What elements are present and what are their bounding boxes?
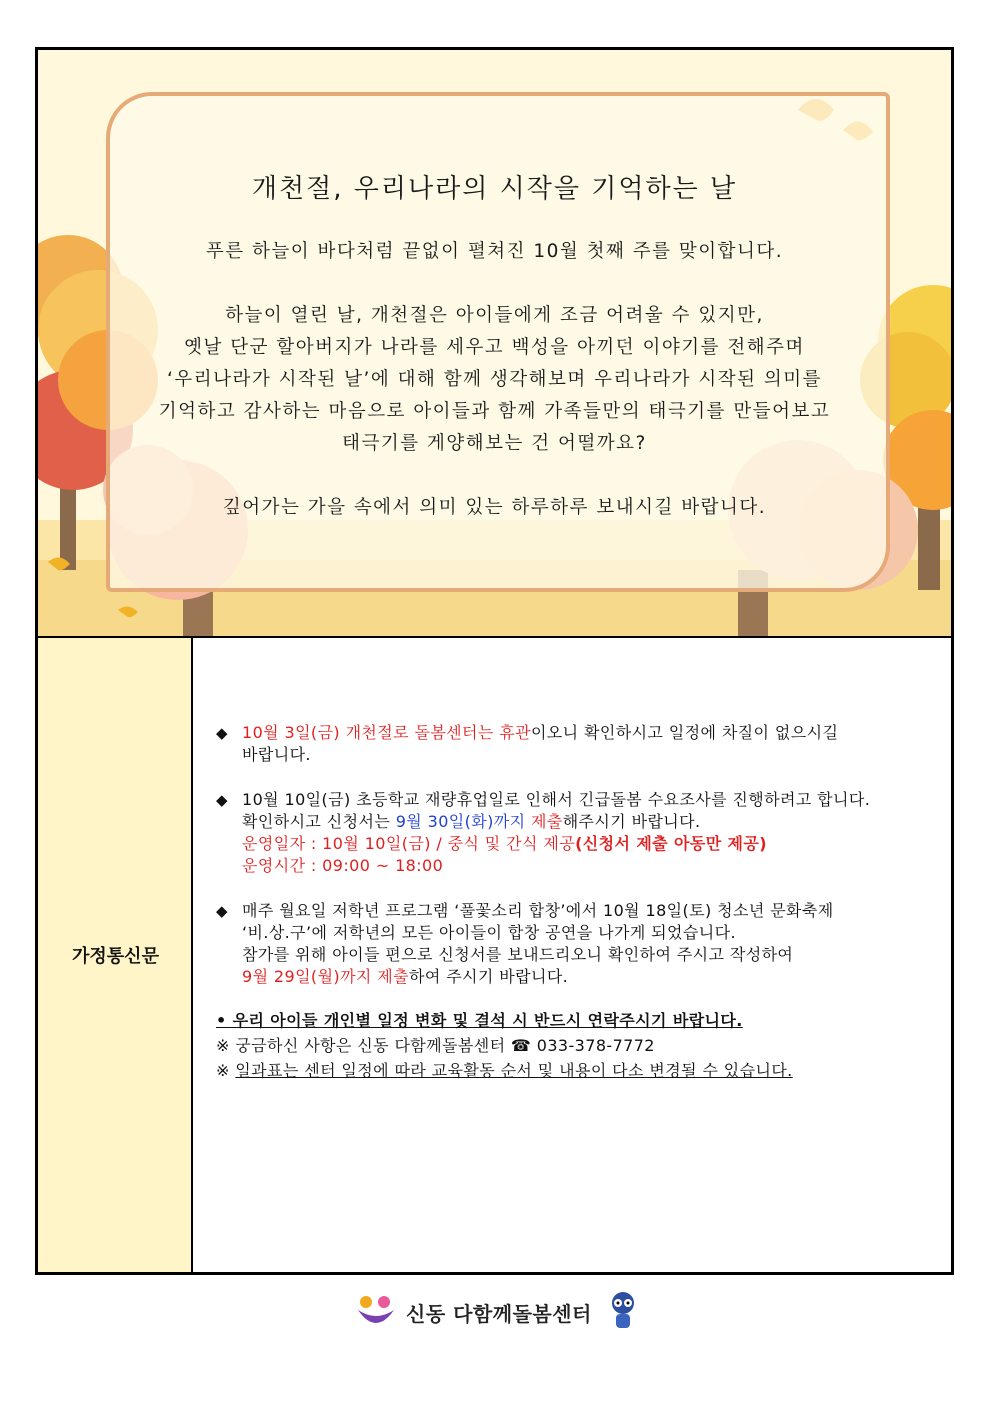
newsletter-frame [35,47,954,1275]
notice-section [38,638,951,1272]
diamond-bullet-icon: ◆ [216,902,228,920]
center-footer [348,1290,648,1334]
side-label: 가정통신문 [72,946,159,967]
closure-text-line2: 바랍니다. [242,745,311,764]
emergency-line-2b: 해주시기 바랍니다. [562,812,701,831]
choir-line-3: 참가를 위해 아이들 편으로 신청서를 보내드리오니 확인하여 주시고 작성하여 [242,945,794,964]
center-logo-icon [354,1292,398,1332]
banner-line-3: 옛날 단군 할아버지가 나라를 세우고 백성을 아끼던 이야기를 전해주며 [184,337,805,358]
emergency-line-2a: 확인하시고 신청서는 [242,812,396,831]
note-schedule-change: 일과표는 센터 일정에 따라 교육활동 순서 및 내용이 다소 변경될 수 있습니다. [235,1061,793,1080]
emergency-line-1: 10월 10일(금) 초등학교 재량휴업일로 인해서 긴급돌봄 수요조사를 진행하려고 합니다. [242,790,871,809]
side-label-cell [38,638,193,1272]
diamond-bullet-icon: ◆ [216,724,228,742]
banner-title: 개천절, 우리나라의 시작을 기억하는 날 [251,174,738,204]
note-inquiry: ※ 궁금하신 사항은 신동 다함께돌봄센터 ☎ 033-378-7772 [216,1036,655,1055]
operation-time: 운영시간 : 09:00 ~ 18:00 [242,856,444,875]
banner-line-5: 기억하고 감사하는 마음으로 아이들과 함께 가족들만의 태극기를 만들어보고 [158,401,831,422]
closure-text: 이오니 확인하시고 일정에 차질이 없으시길 [530,723,839,742]
choir-line-4: 하여 주시기 바랍니다. [409,967,569,986]
banner-line-2: 하늘이 열린 날, 개천절은 아이들에게 조금 어려울 수 있지만, [225,305,764,326]
emergency-deadline: 9월 30일(화)까지 [395,812,526,831]
choir-line-2: ‘비.상.구’에 저학년의 모든 아이들이 합창 공연을 나가게 되었습니다. [242,923,736,942]
banner-line-6: 태극기를 게양해보는 건 어떨까요? [342,433,647,454]
autumn-banner [38,50,951,638]
note-contact-request: • 우리 아이들 개인별 일정 변화 및 결석 시 반드시 연락주시기 바랍니다. [216,1011,743,1030]
banner-line-1: 푸른 하늘이 바다처럼 끝없이 펼쳐진 10월 첫째 주를 맞이합니다. [205,241,784,262]
choir-deadline: 9월 29일(월)까지 제출 [242,967,409,986]
operation-date: 운영일자 : 10월 10일(금) / 중식 및 간식 제공 [242,834,576,853]
closure-highlight: 10월 3일(금) 개천절로 돌봄센터는 휴관 [242,723,531,742]
note-mark: ※ [216,1061,236,1080]
emergency-submit: 제출 [525,812,563,831]
diamond-bullet-icon: ◆ [216,791,228,809]
operation-note: (신청서 제출 아동만 제공) [575,834,767,853]
choir-line-1: 매주 월요일 저학년 프로그램 ‘풀꽃소리 합창’에서 10월 18일(토) 청소년 문화축제 [242,901,834,920]
banner-line-4: ‘우리나라가 시작된 날’에 대해 함께 생각해보며 우리나라가 시작된 의미를 [167,369,822,390]
center-name: 신동 다함께돌봄센터 [406,1302,592,1326]
mascot-icon [606,1290,640,1332]
banner-line-7: 깊어가는 가을 속에서 의미 있는 하루하루 보내시길 바랍니다. [222,497,767,518]
